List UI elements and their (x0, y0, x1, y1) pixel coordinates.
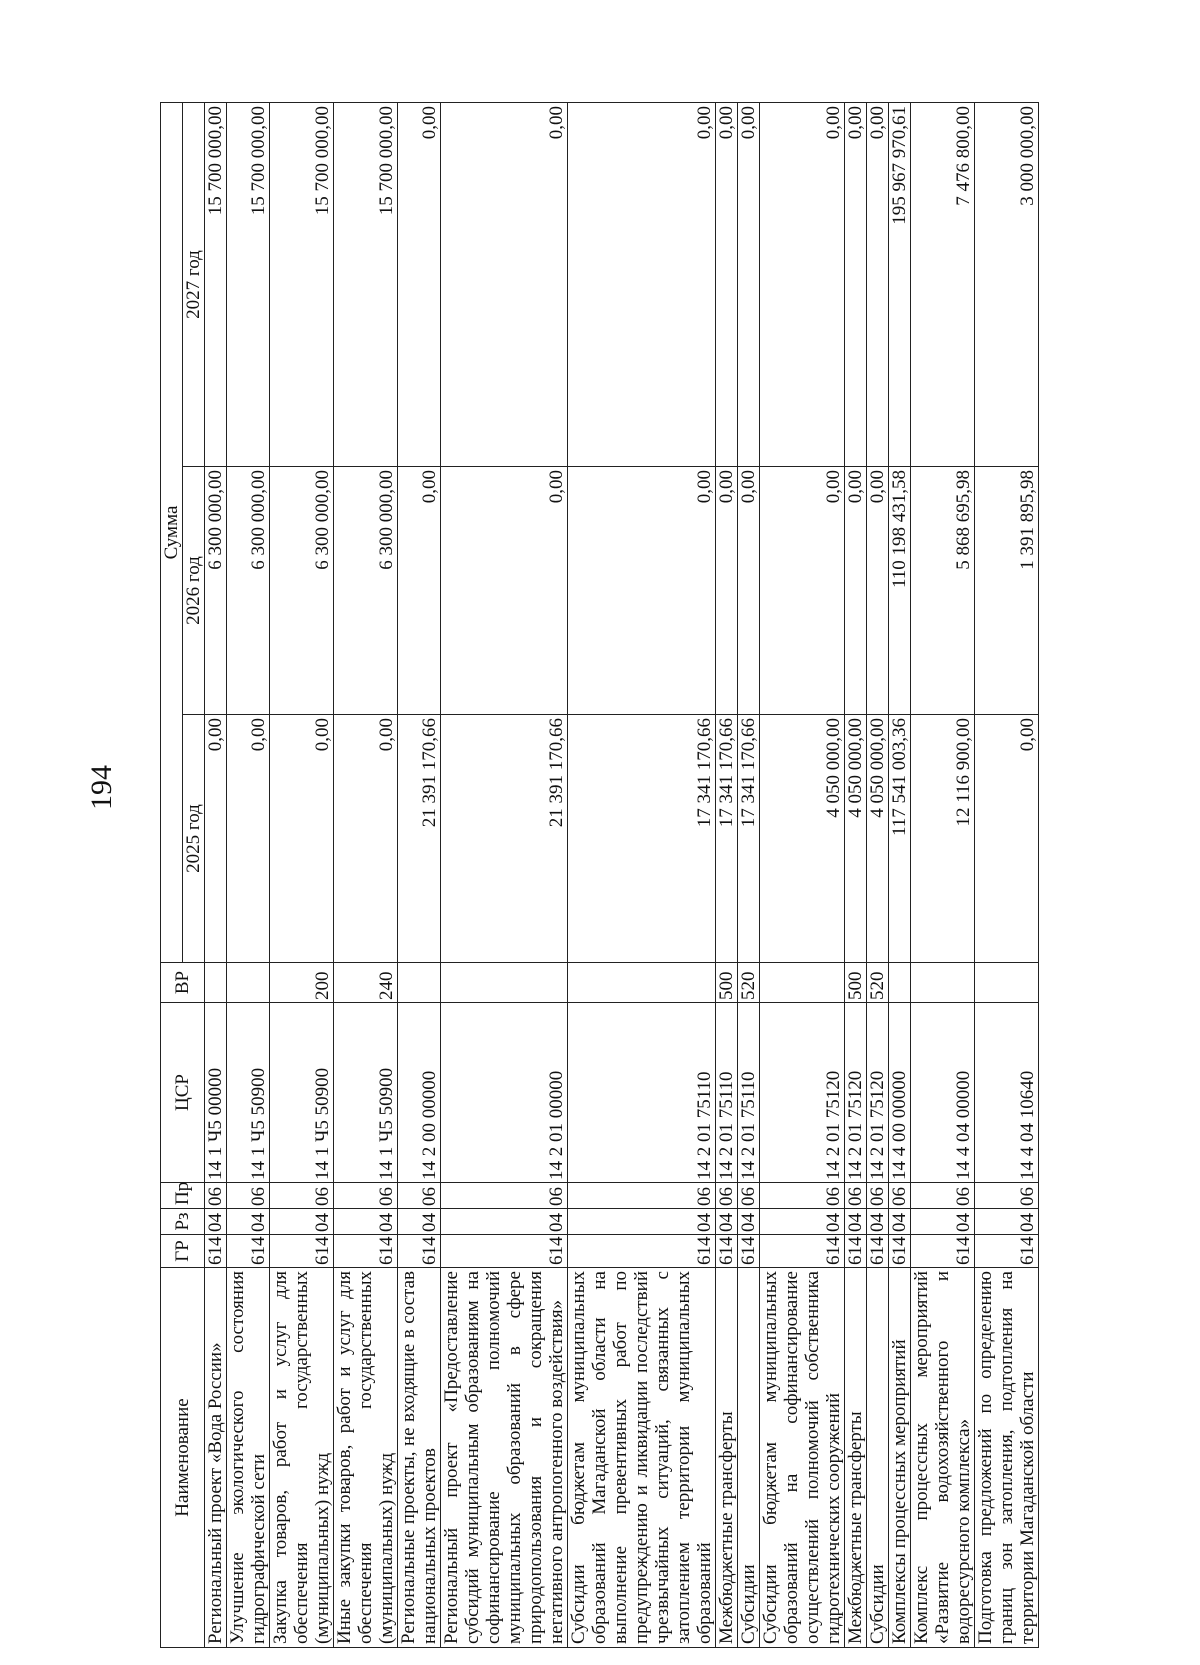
cell-csr: 14 1 Ч5 00000 (205, 1003, 227, 1183)
cell-name: Комплекс процессных мероприятий «Развитие водохозяйственного и водоресурсного комплекса» (911, 1268, 975, 1648)
cell-rz: 04 (911, 1209, 975, 1235)
header-row-1 (161, 102, 183, 1647)
cell-2025: 21 391 170,66 (398, 715, 441, 963)
cell-2025: 12 116 900,00 (911, 715, 975, 963)
cell-gr: 614 (845, 1235, 867, 1268)
header-sum: Сумма (161, 102, 183, 962)
cell-2027: 0,00 (867, 102, 889, 466)
cell-pr: 06 (205, 1183, 227, 1209)
cell-2026: 0,00 (568, 467, 716, 715)
cell-2026: 0,00 (760, 467, 845, 715)
cell-pr: 06 (889, 1183, 911, 1209)
cell-pr: 06 (975, 1183, 1039, 1209)
cell-vr (568, 963, 716, 1003)
cell-2025: 17 341 170,66 (738, 715, 760, 963)
cell-rz: 04 (716, 1209, 738, 1235)
table-row (441, 102, 568, 1647)
cell-gr: 614 (975, 1235, 1039, 1268)
cell-2026: 6 300 000,00 (334, 467, 398, 715)
cell-csr: 14 2 01 75120 (760, 1003, 845, 1183)
table-row (568, 102, 716, 1647)
cell-rz: 04 (398, 1209, 441, 1235)
cell-vr: 500 (716, 963, 738, 1003)
cell-vr: 200 (270, 963, 334, 1003)
table-row (716, 102, 738, 1647)
cell-pr: 06 (911, 1183, 975, 1209)
cell-gr: 614 (911, 1235, 975, 1268)
cell-2026: 0,00 (867, 467, 889, 715)
cell-csr: 14 1 Ч5 50900 (270, 1003, 334, 1183)
cell-2025: 0,00 (975, 715, 1039, 963)
table-row (889, 102, 911, 1647)
cell-vr (975, 963, 1039, 1003)
cell-2027: 0,00 (568, 102, 716, 466)
cell-csr: 14 2 01 75110 (738, 1003, 760, 1183)
cell-gr: 614 (716, 1235, 738, 1268)
cell-2026: 0,00 (716, 467, 738, 715)
table-row (760, 102, 845, 1647)
cell-2025: 21 391 170,66 (441, 715, 568, 963)
header-vr: ВР (161, 963, 205, 1003)
cell-pr: 06 (738, 1183, 760, 1209)
cell-vr: 240 (334, 963, 398, 1003)
cell-2027: 0,00 (441, 102, 568, 466)
cell-rz: 04 (975, 1209, 1039, 1235)
cell-rz: 04 (738, 1209, 760, 1235)
table-row (975, 102, 1039, 1647)
cell-2027: 15 700 000,00 (270, 102, 334, 466)
cell-csr: 14 2 01 00000 (441, 1003, 568, 1183)
cell-vr: 500 (845, 963, 867, 1003)
cell-name: Субсидии (738, 1268, 760, 1648)
cell-2026: 0,00 (398, 467, 441, 715)
table-row (270, 102, 334, 1647)
cell-2027: 0,00 (760, 102, 845, 466)
cell-name: Региональные проекты, не входящие в состав национальных проектов (398, 1268, 441, 1648)
cell-name: Межбюджетные трансферты (845, 1268, 867, 1648)
cell-2025: 0,00 (227, 715, 270, 963)
cell-2026: 0,00 (441, 467, 568, 715)
cell-name: Подготовка предложений по определению границ зон затопления, подтопления на территории Магаданской области (975, 1268, 1039, 1648)
cell-name: Субсидии бюджетам муниципальных образований Магаданской области на выполнение превентивных работ по предупреждению и ликвидации последствий чрезвычайных ситуаций, связанных с затоплением территории муниципальных образований (568, 1268, 716, 1648)
cell-gr: 614 (738, 1235, 760, 1268)
cell-name: Улучшение экологического состояния гидрографической сети (227, 1268, 270, 1648)
cell-vr (889, 963, 911, 1003)
cell-vr (441, 963, 568, 1003)
cell-rz: 04 (334, 1209, 398, 1235)
cell-csr: 14 2 01 75110 (568, 1003, 716, 1183)
header-2025: 2025 год (183, 715, 205, 963)
cell-gr: 614 (227, 1235, 270, 1268)
cell-rz: 04 (441, 1209, 568, 1235)
cell-2026: 6 300 000,00 (205, 467, 227, 715)
table-row (398, 102, 441, 1647)
cell-gr: 614 (889, 1235, 911, 1268)
table-row (867, 102, 889, 1647)
header-2026: 2026 год (183, 467, 205, 715)
cell-2027: 7 476 800,00 (911, 102, 975, 466)
cell-vr (911, 963, 975, 1003)
table-row (227, 102, 270, 1647)
cell-2025: 117 541 003,36 (889, 715, 911, 963)
cell-2026: 0,00 (845, 467, 867, 715)
cell-csr: 14 2 01 75120 (845, 1003, 867, 1183)
table-row (205, 102, 227, 1647)
cell-2027: 0,00 (845, 102, 867, 466)
cell-csr: 14 2 01 75120 (867, 1003, 889, 1183)
cell-2026: 6 300 000,00 (270, 467, 334, 715)
cell-name: Закупка товаров, работ и услуг для обеспечения государственных (муниципальных) нужд (270, 1268, 334, 1648)
cell-pr: 06 (568, 1183, 716, 1209)
table-body (205, 102, 1039, 1647)
cell-pr: 06 (441, 1183, 568, 1209)
cell-rz: 04 (845, 1209, 867, 1235)
cell-pr: 06 (270, 1183, 334, 1209)
cell-rz: 04 (568, 1209, 716, 1235)
cell-gr: 614 (568, 1235, 716, 1268)
cell-gr: 614 (760, 1235, 845, 1268)
cell-name: Субсидии (867, 1268, 889, 1648)
cell-rz: 04 (227, 1209, 270, 1235)
cell-csr: 14 4 04 00000 (911, 1003, 975, 1183)
cell-pr: 06 (227, 1183, 270, 1209)
cell-csr: 14 1 Ч5 50900 (227, 1003, 270, 1183)
cell-2025: 17 341 170,66 (568, 715, 716, 963)
cell-2026: 110 198 431,58 (889, 467, 911, 715)
cell-name: Комплексы процессных мероприятий (889, 1268, 911, 1648)
cell-csr: 14 4 04 10640 (975, 1003, 1039, 1183)
cell-2027: 15 700 000,00 (334, 102, 398, 466)
cell-2027: 0,00 (716, 102, 738, 466)
cell-2027: 0,00 (398, 102, 441, 466)
cell-2026: 1 391 895,98 (975, 467, 1039, 715)
cell-pr: 06 (867, 1183, 889, 1209)
cell-2027: 195 967 970,61 (889, 102, 911, 466)
cell-2026: 6 300 000,00 (227, 467, 270, 715)
cell-2027: 15 700 000,00 (227, 102, 270, 466)
header-gr: ГР (161, 1235, 205, 1268)
cell-name: Региональный проект «Предоставление субсидий муниципальным образованиям на софинансирование полномочий муниципальных образований в сфере природопользования и сокращения негативного антропогенного воздействия» (441, 1268, 568, 1648)
header-name: Наименование (161, 1268, 205, 1648)
cell-gr: 614 (398, 1235, 441, 1268)
cell-csr: 14 2 01 75110 (716, 1003, 738, 1183)
budget-table (160, 102, 1039, 1648)
cell-2025: 0,00 (270, 715, 334, 963)
header-csr: ЦСР (161, 1003, 205, 1183)
rotated-table-wrapper (160, 103, 1038, 1648)
cell-2025: 4 050 000,00 (760, 715, 845, 963)
cell-csr: 14 2 00 00000 (398, 1003, 441, 1183)
cell-name: Иные закупки товаров, работ и услуг для обеспечения государственных (муниципальных) нужд (334, 1268, 398, 1648)
cell-2025: 4 050 000,00 (845, 715, 867, 963)
cell-pr: 06 (760, 1183, 845, 1209)
cell-name: Региональный проект «Вода России» (205, 1268, 227, 1648)
cell-2025: 0,00 (334, 715, 398, 963)
cell-gr: 614 (205, 1235, 227, 1268)
page-number: 194 (85, 765, 118, 810)
cell-2027: 15 700 000,00 (205, 102, 227, 466)
cell-gr: 614 (867, 1235, 889, 1268)
cell-gr: 614 (334, 1235, 398, 1268)
cell-2025: 17 341 170,66 (716, 715, 738, 963)
cell-pr: 06 (334, 1183, 398, 1209)
cell-name: Субсидии бюджетам муниципальных образований на софинансирование осуществлений полномочий собственника гидротехнических сооружений (760, 1268, 845, 1648)
cell-rz: 04 (205, 1209, 227, 1235)
cell-2025: 0,00 (205, 715, 227, 963)
cell-csr: 14 1 Ч5 50900 (334, 1003, 398, 1183)
header-rz: Рз (161, 1209, 205, 1235)
table-row (334, 102, 398, 1647)
cell-pr: 06 (845, 1183, 867, 1209)
cell-2025: 4 050 000,00 (867, 715, 889, 963)
cell-rz: 04 (867, 1209, 889, 1235)
cell-csr: 14 4 00 00000 (889, 1003, 911, 1183)
cell-2027: 0,00 (738, 102, 760, 466)
table-row (845, 102, 867, 1647)
cell-2027: 3 000 000,00 (975, 102, 1039, 466)
cell-gr: 614 (270, 1235, 334, 1268)
table-row (911, 102, 975, 1647)
cell-gr: 614 (441, 1235, 568, 1268)
cell-rz: 04 (760, 1209, 845, 1235)
cell-rz: 04 (270, 1209, 334, 1235)
cell-vr (398, 963, 441, 1003)
cell-pr: 06 (398, 1183, 441, 1209)
table-row (738, 102, 760, 1647)
cell-name: Межбюджетные трансферты (716, 1268, 738, 1648)
cell-vr (205, 963, 227, 1003)
header-2027: 2027 год (183, 102, 205, 466)
cell-2026: 5 868 695,98 (911, 467, 975, 715)
cell-vr: 520 (867, 963, 889, 1003)
cell-vr: 520 (738, 963, 760, 1003)
header-pr: Пр (161, 1183, 205, 1209)
cell-2026: 0,00 (738, 467, 760, 715)
cell-rz: 04 (889, 1209, 911, 1235)
cell-pr: 06 (716, 1183, 738, 1209)
cell-vr (760, 963, 845, 1003)
cell-vr (227, 963, 270, 1003)
